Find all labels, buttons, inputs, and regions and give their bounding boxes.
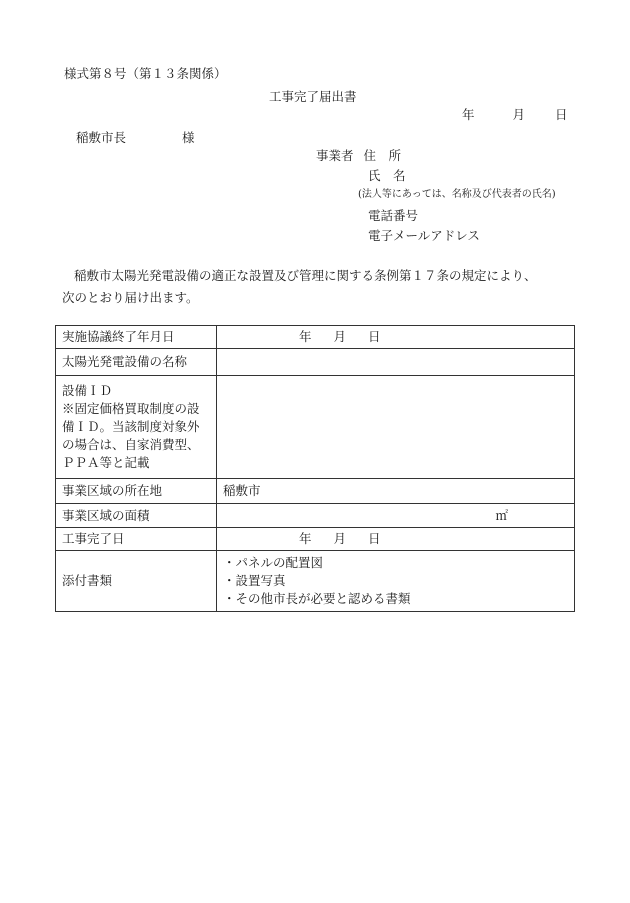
addressee-name: 稲敷市長 [76,130,127,145]
body-line-2: 次のとおり届け出ます。 [62,290,199,305]
form-number: 様式第８号（第１３条関係） [64,66,227,81]
row-label: 実施協議終了年月日 [56,326,217,349]
honorific: 様 [182,130,195,145]
notification-table [55,325,575,612]
row-label: 工事完了日 [56,528,217,551]
site-location-field[interactable]: 稲敷市 [217,479,575,504]
label-line: ※固定価格買取制度の設 [62,401,200,416]
row-label: 添付書類 [56,551,217,612]
row-label [56,376,217,479]
date-day-label: 日 [555,107,568,122]
body-line-1: 稲敷市太陽光発電設備の適正な設置及び管理に関する条例第１７条の規定により、 [74,268,537,283]
table-row [56,551,575,612]
label-line: の場合は、自家消費型、 [62,437,200,452]
day-label: 日 [368,531,381,546]
phone-label: 電話番号 [368,208,419,223]
address-label: 住 所 [363,148,402,163]
year-label: 年 [299,531,312,546]
facility-name-field[interactable] [217,349,575,376]
table-row [56,376,575,479]
year-label: 年 [299,329,312,344]
label-line: 設備ＩＤ [62,383,113,398]
attachments-field [217,551,575,612]
document-title: 工事完了届出書 [269,89,357,104]
area-unit: ㎡ [495,507,508,523]
table-row [56,349,575,376]
site-area-field[interactable] [217,504,575,528]
label-line: ＰＰＡ等と記載 [62,455,150,470]
name-label: 氏 名 [368,168,406,183]
table-row [56,326,575,349]
row-label: 事業区域の面積 [56,504,217,528]
row-label: 太陽光発電設備の名称 [56,349,217,376]
list-item: ・パネルの配置図 [223,555,324,570]
day-label: 日 [368,329,381,344]
table-row [56,528,575,551]
table-row [56,504,575,528]
list-item: ・設置写真 [223,573,286,588]
facility-id-field[interactable] [217,376,575,479]
name-note: (法人等にあっては、名称及び代表者の氏名) [358,189,556,200]
attachment-list [223,554,568,608]
submission-date [462,107,568,123]
applicant-heading: 事業者 [316,148,354,163]
addressee [76,130,195,146]
date-month-label: 月 [512,107,526,122]
email-label: 電子メールアドレス [368,228,480,243]
month-label: 月 [333,531,347,546]
row-label: 事業区域の所在地 [56,479,217,504]
list-item: ・その他市長が必要と認める書類 [223,591,411,606]
table-row [56,479,575,504]
applicant-address-line [316,148,401,164]
date-year-label: 年 [462,107,475,122]
month-label: 月 [333,329,347,344]
body-paragraph [62,265,582,309]
consultation-end-date-field[interactable] [217,326,575,349]
label-line: 備ＩＤ。当該制度対象外 [62,419,200,434]
completion-date-field[interactable] [217,528,575,551]
